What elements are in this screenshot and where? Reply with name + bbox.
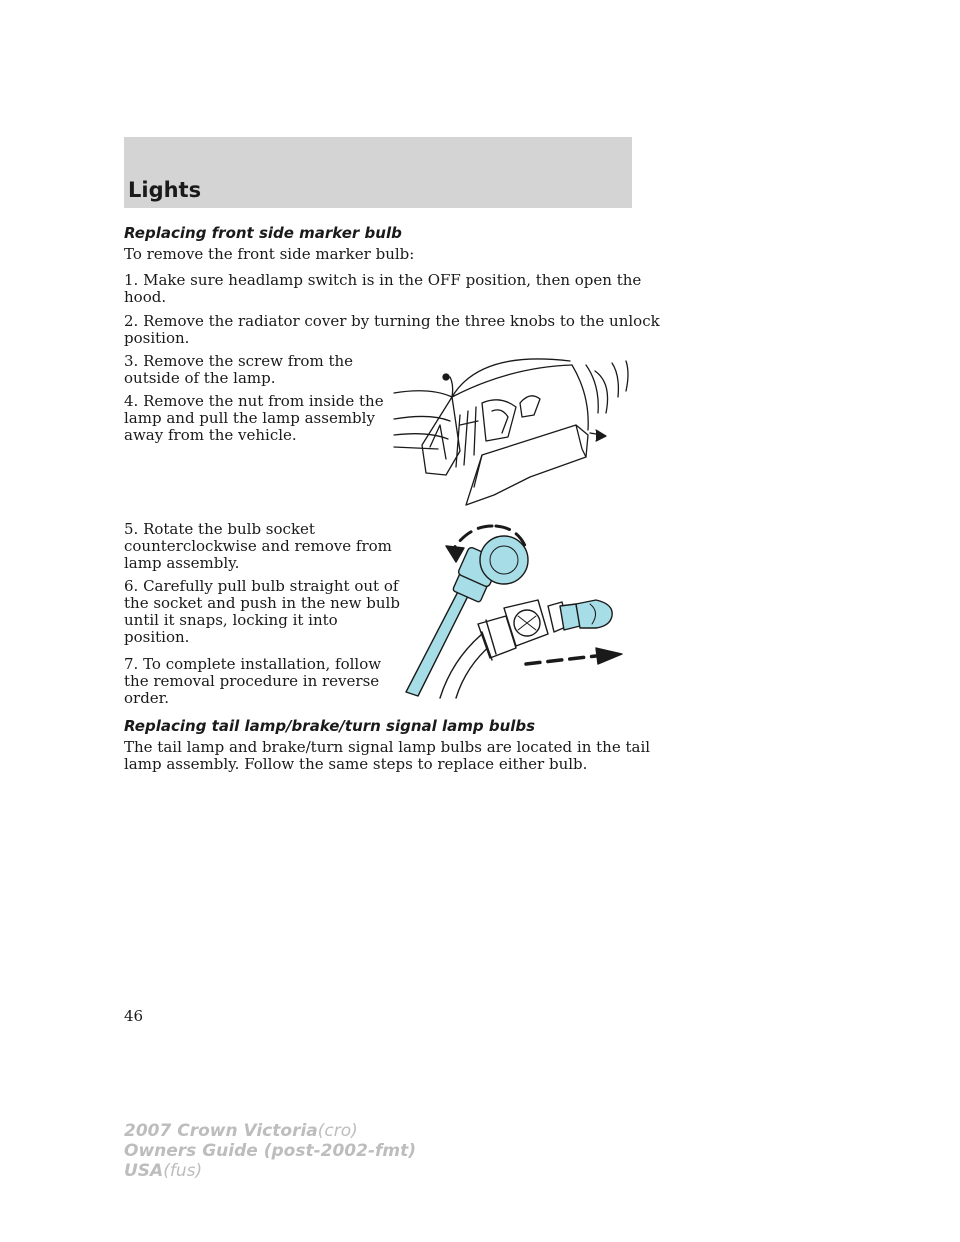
document-footer bbox=[124, 1121, 416, 1181]
tail-lamp-paragraph bbox=[124, 739, 650, 773]
step-5-line: counterclockwise and remove from bbox=[124, 537, 392, 555]
footer-line-market bbox=[124, 1161, 416, 1181]
step-2-line: position. bbox=[124, 329, 190, 347]
page-number: 46 bbox=[124, 1007, 144, 1025]
step-4-line: 4. Remove the nut from inside the bbox=[124, 392, 384, 410]
footer-guide: Owners Guide (post-2002-fmt) bbox=[124, 1141, 417, 1161]
heading-tail-lamp: Replacing tail lamp/brake/turn signal lamp bulbs bbox=[124, 717, 536, 735]
step-6-line: until it snaps, locking it into bbox=[124, 611, 338, 629]
heading-front-side-marker: Replacing front side marker bulb bbox=[124, 224, 402, 242]
step-4 bbox=[124, 393, 384, 444]
step-4-line: away from the vehicle. bbox=[124, 426, 297, 444]
footer-market: USA bbox=[124, 1161, 164, 1181]
tail-lamp-line: lamp assembly. Follow the same steps to replace either bulb. bbox=[124, 755, 588, 773]
footer-model-code: (cro) bbox=[317, 1121, 358, 1141]
bulb-socket-illustration bbox=[400, 520, 630, 700]
step-6 bbox=[124, 578, 400, 646]
step-2 bbox=[124, 313, 660, 347]
step-3 bbox=[124, 353, 353, 387]
footer-line-model bbox=[124, 1121, 416, 1141]
step-5-line: lamp assembly. bbox=[124, 554, 240, 572]
step-3-line: 3. Remove the screw from the bbox=[124, 352, 354, 370]
step-7-line: 7. To complete installation, follow bbox=[124, 655, 382, 673]
footer-model: 2007 Crown Victoria bbox=[124, 1121, 318, 1141]
tail-lamp-line: The tail lamp and brake/turn signal lamp bulbs are located in the tail bbox=[124, 738, 651, 756]
step-4-line: lamp and pull the lamp assembly bbox=[124, 409, 375, 427]
step-5-line: 5. Rotate the bulb socket bbox=[124, 520, 315, 538]
section-title: Lights bbox=[128, 178, 202, 202]
step-6-line: position. bbox=[124, 628, 190, 646]
step-7 bbox=[124, 656, 381, 707]
step-2-line: 2. Remove the radiator cover by turning the three knobs to the unlock bbox=[124, 312, 660, 330]
intro-text: To remove the front side marker bulb: bbox=[124, 245, 415, 263]
step-6-line: 6. Carefully pull bulb straight out of bbox=[124, 577, 399, 595]
footer-line-guide bbox=[124, 1141, 416, 1161]
footer-market-code: (fus) bbox=[163, 1161, 203, 1181]
step-6-line: the socket and push in the new bulb bbox=[124, 594, 400, 612]
step-3-line: outside of the lamp. bbox=[124, 369, 276, 387]
step-1-line: hood. bbox=[124, 288, 167, 306]
front-lamp-illustration bbox=[390, 355, 640, 515]
step-5 bbox=[124, 521, 392, 572]
step-7-line: the removal procedure in reverse bbox=[124, 672, 380, 690]
step-7-line: order. bbox=[124, 689, 169, 707]
step-1-line: 1. Make sure headlamp switch is in the OFF position, then open the bbox=[124, 271, 642, 289]
step-1 bbox=[124, 272, 641, 306]
